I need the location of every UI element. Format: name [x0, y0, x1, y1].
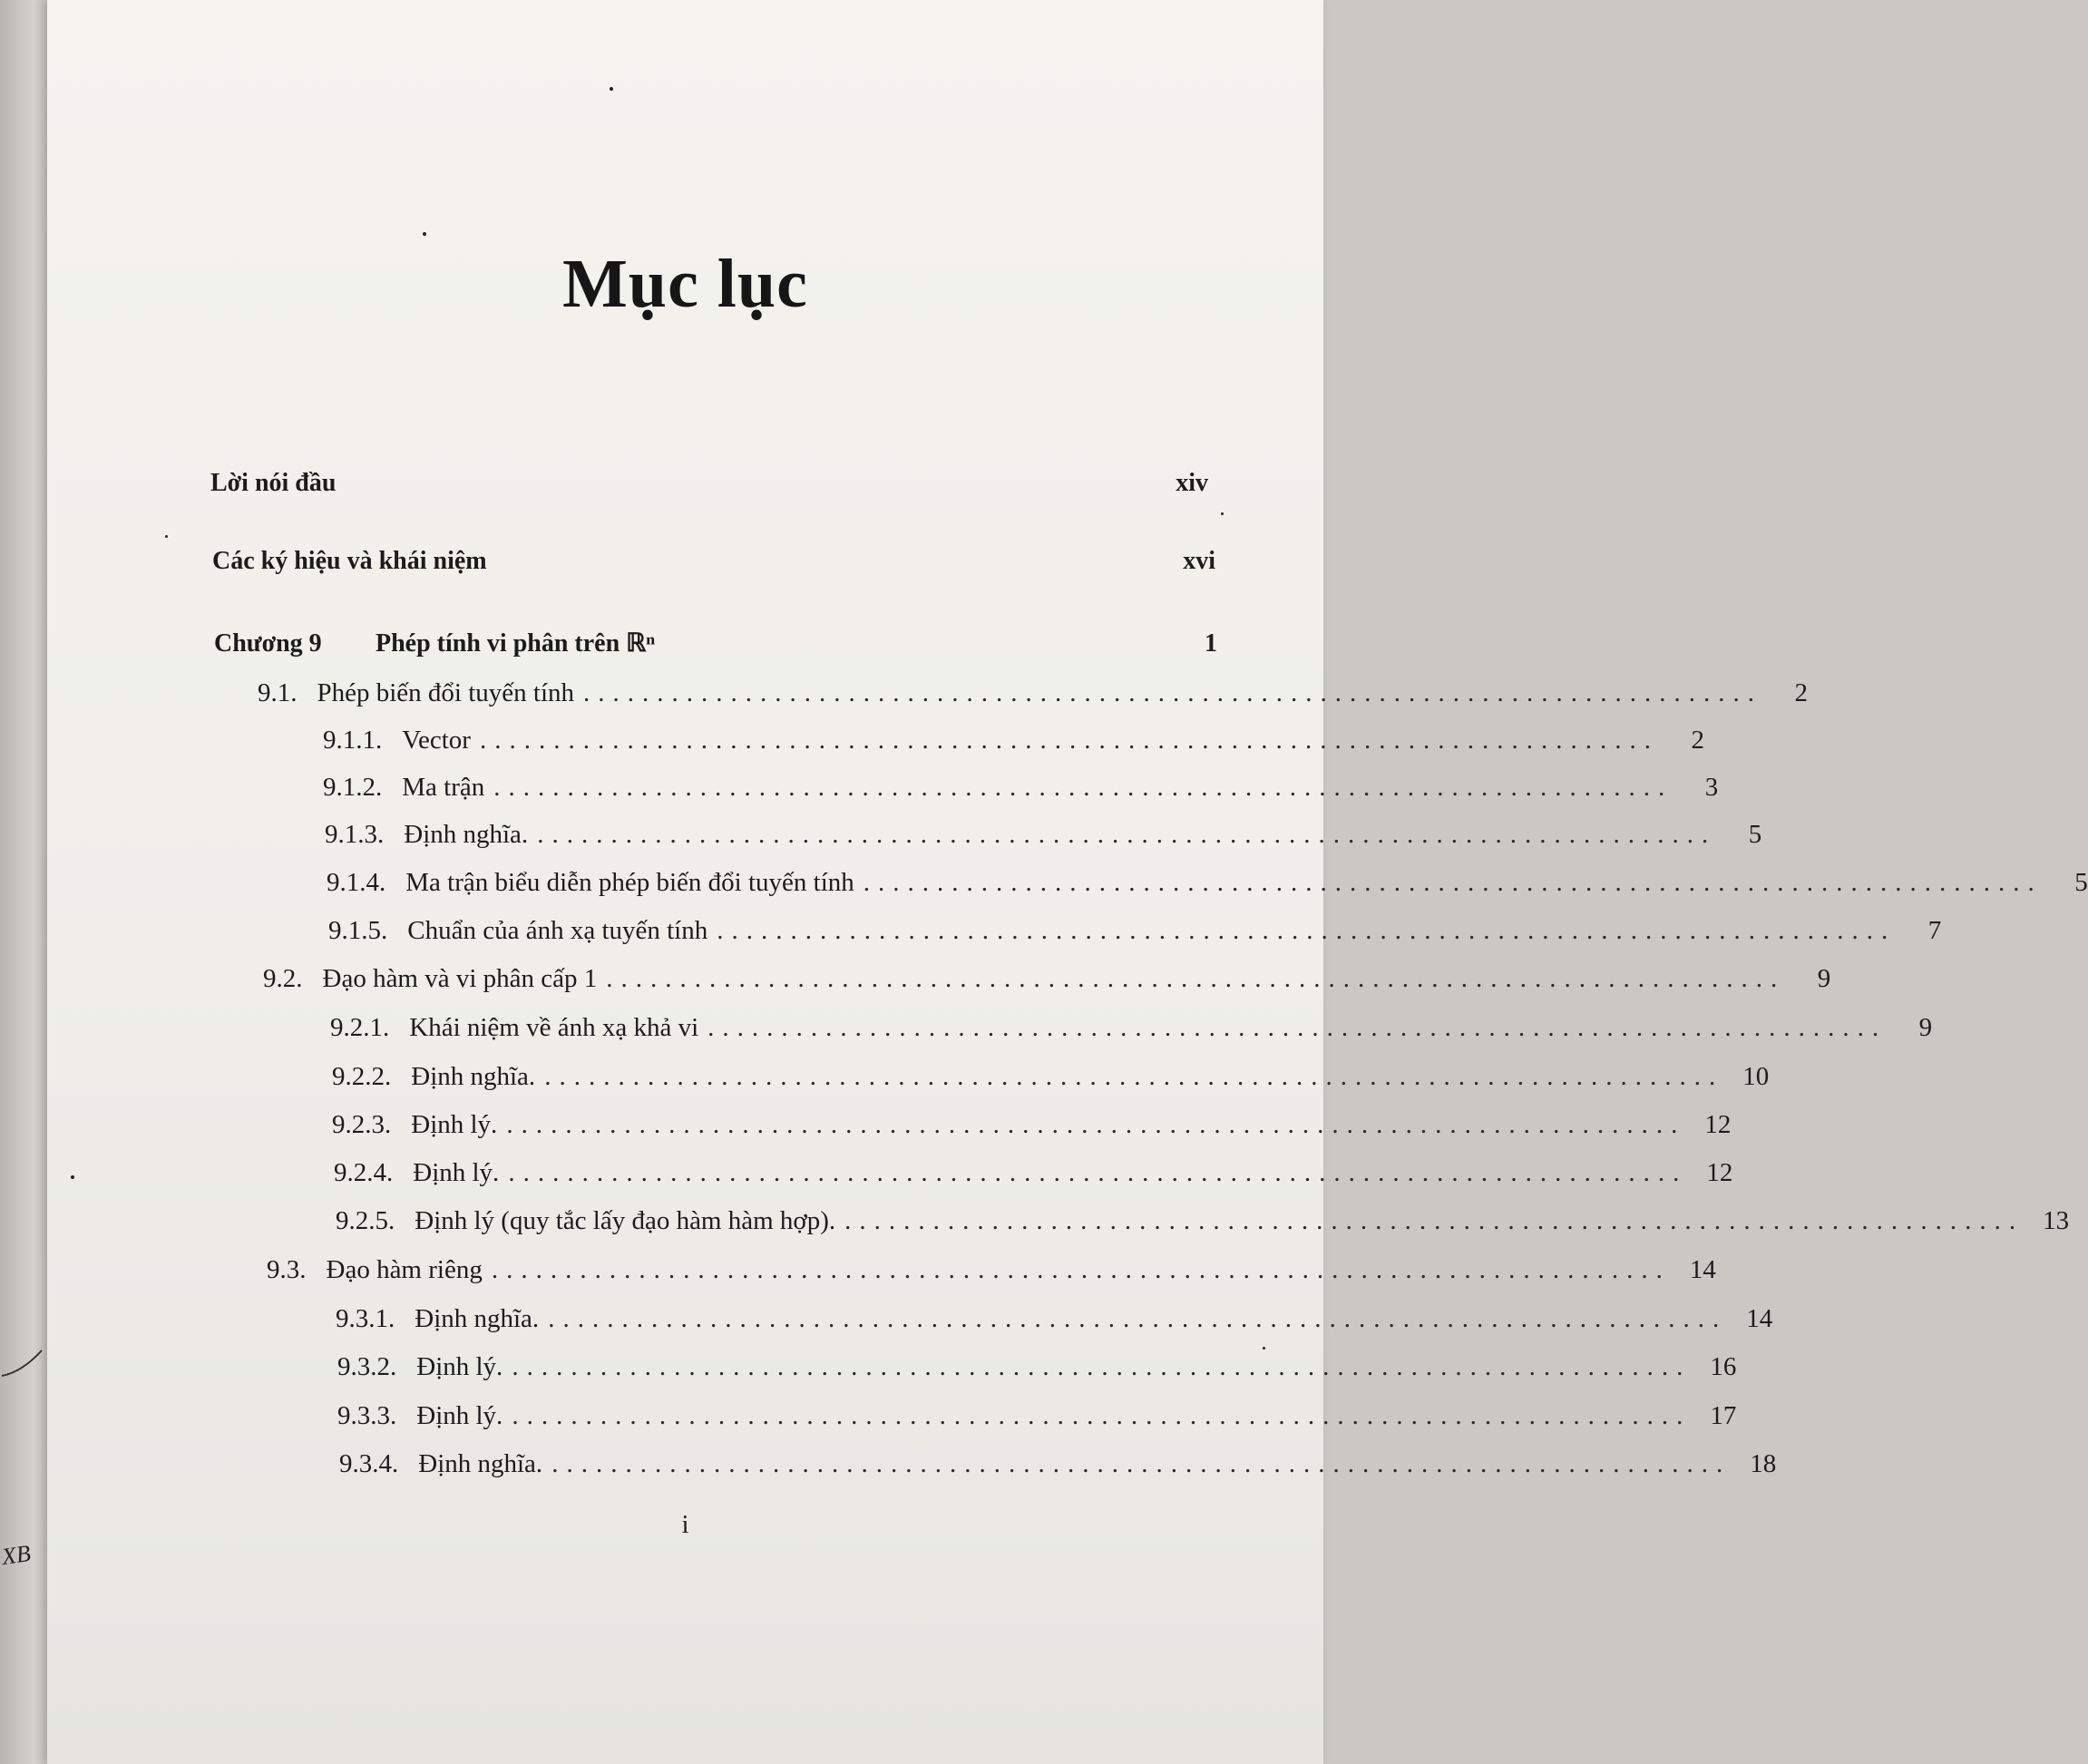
toc-entry-page: 14 [1689, 1255, 1716, 1284]
toc-entry-number: 9.3.4. [339, 1449, 399, 1478]
toc-leader-dots: ................................................................................ [544, 1062, 1724, 1091]
toc-entry-number: 9.3. [267, 1255, 307, 1284]
toc-leader-dots: ................................................................................ [717, 916, 1897, 945]
toc-preface[interactable] [210, 469, 1208, 498]
toc-entry-page: 2 [1794, 678, 1809, 707]
speck [165, 535, 168, 538]
toc-entry-page: 13 [2043, 1206, 2070, 1235]
toc-leader-dots: ................................................................................ [537, 820, 1717, 849]
toc-chapter-number: Chương 9 [214, 629, 322, 658]
page-number: i [681, 1510, 689, 1539]
toc-entry-label: Đạo hàm và vi phân cấp 1 [322, 964, 598, 993]
toc-entry-number: 9.2.1. [330, 1013, 390, 1042]
toc-entry-page: 9 [1817, 964, 1831, 993]
toc-entry-label: Định nghĩa. [404, 820, 529, 849]
toc-leader-dots: ................................................................................ [493, 773, 1673, 802]
toc-entry-label: Định nghĩa. [415, 1304, 540, 1333]
toc-leader-dots: ................................................................................ [551, 1449, 1732, 1478]
toc-leader-dots: ................................................................................ [512, 1352, 1692, 1381]
toc-leader-dots: ................................................................................ [606, 964, 1786, 993]
toc-leader-dots: ................................................................................ [583, 678, 1763, 707]
toc-entry-page: 5 [2074, 868, 2088, 897]
speck [71, 1175, 74, 1179]
toc-chapter-title: Phép tính vi phân trên ℝⁿ [376, 629, 656, 658]
toc-leader-dots: ................................................................................ [707, 1013, 1888, 1042]
margin-mark: XB [0, 1539, 33, 1571]
toc-entry-number: 9.1.2. [323, 773, 383, 802]
toc-entry[interactable] [327, 868, 2088, 898]
toc-entry-number: 9.2.3. [332, 1110, 392, 1139]
toc-entry-label: Ma trận biểu diễn phép biến đổi tuyến tính [405, 868, 854, 897]
toc-entry-page: 2 [1691, 726, 1704, 755]
toc-entry-label: Định lý. [416, 1352, 503, 1381]
toc-entry[interactable] [258, 678, 1809, 708]
toc-entry[interactable] [332, 1062, 1770, 1092]
toc-entry[interactable] [323, 726, 1704, 755]
toc-entry[interactable] [330, 1013, 1933, 1043]
toc-entry-number: 9.1.3. [325, 820, 385, 849]
toc-entry[interactable] [337, 1401, 1737, 1431]
toc-entry-page: 17 [1710, 1401, 1737, 1430]
toc-entry[interactable] [339, 1449, 1777, 1479]
toc-entry-label: Đạo hàm riêng [326, 1255, 483, 1284]
toc-entry[interactable] [323, 773, 1719, 803]
toc-entry-number: 9.3.2. [337, 1352, 397, 1381]
toc-entry-label: Phép biến đổi tuyến tính [317, 678, 575, 707]
book-page [47, 0, 2088, 1764]
toc-entry[interactable] [267, 1255, 1716, 1285]
toc-entry-number: 9.3.1. [336, 1304, 395, 1333]
toc-entry[interactable] [328, 916, 1942, 946]
page-title: Mục lục [562, 246, 808, 322]
toc-chapter-page: 1 [1205, 629, 1217, 658]
toc-entry-page: 9 [1918, 1013, 1933, 1042]
toc-notation-page: xvi [1183, 547, 1215, 575]
toc-entry-label: Định lý (quy tắc lấy đạo hàm hàm hợp). [415, 1206, 836, 1235]
toc-entry-number: 9.2.2. [332, 1062, 392, 1091]
toc-entry-label: Khái niệm về ánh xạ khả vi [409, 1013, 699, 1042]
toc-entry-number: 9.3.3. [337, 1401, 397, 1430]
toc-entry-number: 9.2.5. [336, 1206, 395, 1235]
toc-notation-label: Các ký hiệu và khái niệm [212, 547, 487, 575]
toc-entry-label: Định nghĩa. [418, 1449, 543, 1478]
toc-entry[interactable] [337, 1352, 1737, 1382]
speck [1221, 512, 1224, 515]
toc-leader-dots: ................................................................................ [479, 726, 1659, 755]
toc-entry-number: 9.2. [263, 964, 303, 993]
toc-preface-page: xiv [1176, 469, 1208, 497]
toc-leader-dots: ................................................................................ [863, 868, 2043, 897]
speck [423, 232, 426, 236]
toc-entry-page: 12 [1706, 1158, 1733, 1187]
toc-entry-page: 10 [1742, 1062, 1770, 1091]
toc-entry-label: Định lý. [416, 1401, 503, 1430]
toc-entry-page: 14 [1746, 1304, 1773, 1333]
speck [610, 87, 613, 91]
toc-entry[interactable] [336, 1304, 1773, 1334]
toc-entry[interactable] [334, 1158, 1733, 1188]
speck [1263, 1347, 1265, 1350]
toc-entry-label: Định lý. [411, 1110, 498, 1139]
toc-entry[interactable] [336, 1206, 2070, 1236]
toc-entry[interactable] [263, 964, 1831, 994]
toc-leader-dots: ................................................................................ [844, 1206, 2025, 1235]
toc-notation[interactable] [212, 547, 1215, 576]
toc-entry-number: 9.1.4. [327, 868, 386, 897]
toc-leader-dots: ................................................................................ [506, 1110, 1686, 1139]
toc-entry-number: 9.2.4. [334, 1158, 394, 1187]
toc-leader-dots: ................................................................................ [548, 1304, 1728, 1333]
toc-entry-number: 9.1.5. [328, 916, 388, 945]
toc-entry-label: Ma trận [402, 773, 485, 802]
toc-entry-page: 12 [1704, 1110, 1732, 1139]
toc-preface-label: Lời nói đầu [210, 469, 337, 497]
toc-entry-label: Định lý. [413, 1158, 500, 1187]
toc-entry-label: Vector [402, 726, 471, 755]
toc-entry-label: Định nghĩa. [411, 1062, 536, 1091]
toc-entry-label: Chuẩn của ánh xạ tuyến tính [407, 916, 708, 945]
toc-entry-number: 9.1. [258, 678, 298, 707]
toc-leader-dots: ................................................................................ [491, 1255, 1671, 1284]
toc-entry[interactable] [332, 1110, 1732, 1140]
toc-entry-page: 3 [1704, 773, 1719, 802]
toc-chapter-9[interactable] [214, 628, 1217, 658]
toc-leader-dots: ................................................................................ [508, 1158, 1688, 1187]
toc-entry-number: 9.1.1. [323, 726, 383, 755]
toc-entry-page: 18 [1750, 1449, 1777, 1478]
margin-curve-mark [0, 1347, 47, 1379]
toc-entry-page: 16 [1710, 1352, 1737, 1381]
toc-entry[interactable] [325, 820, 1762, 850]
toc-entry-page: 5 [1748, 820, 1762, 849]
toc-entry-page: 7 [1927, 916, 1942, 945]
toc-leader-dots: ................................................................................ [512, 1401, 1692, 1430]
